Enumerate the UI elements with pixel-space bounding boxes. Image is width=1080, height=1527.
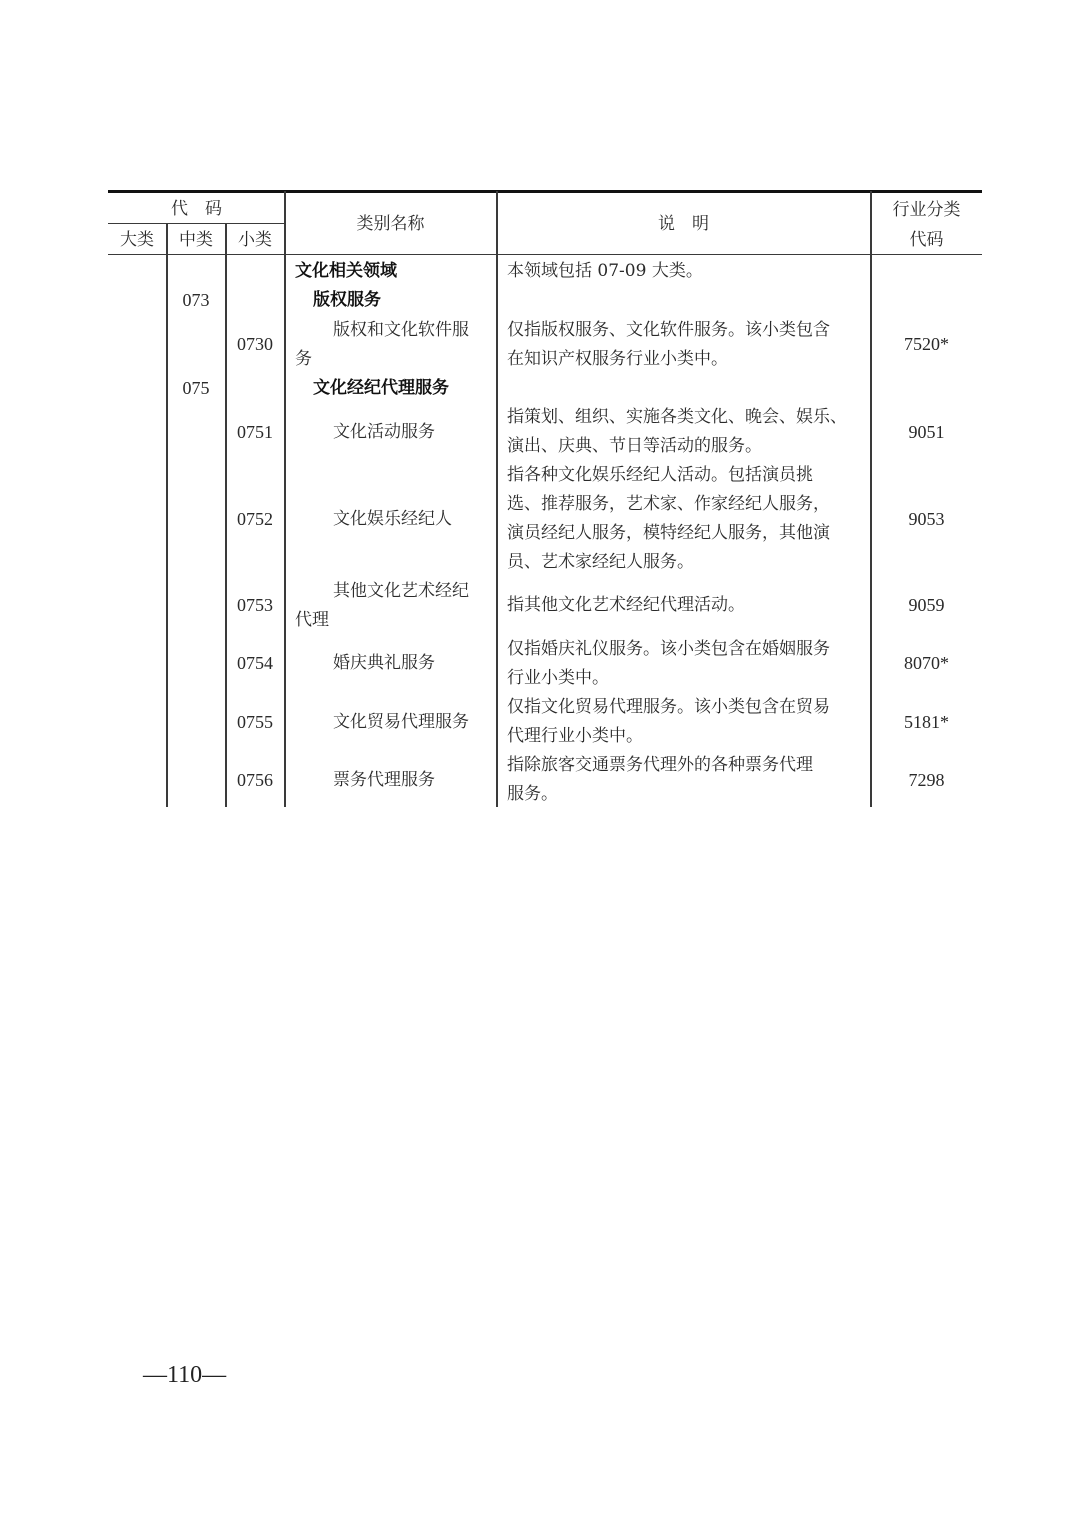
row-mid-code-075: 075 <box>182 378 210 398</box>
row-desc-0752-line4: 员、艺术家经纪人服务。 <box>507 552 694 572</box>
table-top-rule <box>108 190 982 193</box>
row-desc-0752-line3: 演员经纪人服务，模特经纪人服务，其他演 <box>507 523 830 543</box>
row-name-0753-line2: 代理 <box>295 610 329 630</box>
row-minor-code-0756: 0756 <box>237 770 273 790</box>
row-name-0752: 文化娱乐经纪人 <box>333 509 452 529</box>
header-industry-code-line2: 代码 <box>909 230 944 250</box>
row-industry-code-0754: 8070* <box>904 653 949 673</box>
row-minor-code-0755: 0755 <box>237 712 273 732</box>
row-desc-0754-line2: 行业小类中。 <box>507 668 609 688</box>
row-desc-0751-line1: 指策划、组织、实施各类文化、晚会、娱乐、 <box>507 407 847 427</box>
row-name-0756: 票务代理服务 <box>333 770 435 790</box>
row-minor-code-0754: 0754 <box>237 653 273 673</box>
row-desc-0756-line1: 指除旅客交通票务代理外的各种票务代理 <box>507 755 813 775</box>
header-category-name: 类别名称 <box>356 214 425 234</box>
row-mid-code-073: 073 <box>182 290 210 310</box>
row-name-cultural-brokerage: 文化经纪代理服务 <box>313 378 449 398</box>
row-desc-0751-line2: 演出、庆典、节日等活动的服务。 <box>507 436 762 456</box>
header-industry-code-line1: 行业分类 <box>892 200 961 220</box>
row-desc-0753: 指其他文化艺术经纪代理活动。 <box>507 595 745 615</box>
row-minor-code-0751: 0751 <box>237 422 273 442</box>
row-name-0730-line1: 版权和文化软件服 <box>333 320 469 340</box>
row-desc-0752-line2: 选、推荐服务，艺术家、作家经纪人服务， <box>507 494 830 514</box>
row-desc-0730-line1: 仅指版权服务、文化软件服务。该小类包含 <box>507 320 830 340</box>
header-description: 说 明 <box>658 214 709 234</box>
row-name-cultural-related-domain: 文化相关领域 <box>295 261 397 281</box>
row-desc-0752-line1: 指各种文化娱乐经纪人活动。包括演员挑 <box>507 465 813 485</box>
row-minor-code-0753: 0753 <box>237 595 273 615</box>
row-minor-code-0730: 0730 <box>237 334 273 354</box>
row-name-0753-line1: 其他文化艺术经纪 <box>333 581 469 601</box>
row-name-copyright-services: 版权服务 <box>313 290 381 310</box>
header-code-mid: 中类 <box>179 230 213 250</box>
row-desc-0730-line2: 在知识产权服务行业小类中。 <box>507 349 728 369</box>
page-number: —110— <box>143 1362 227 1388</box>
row-industry-code-0756: 7298 <box>908 770 945 790</box>
col-divider-name-desc <box>496 191 498 807</box>
row-desc-cultural-related-domain: 本领域包括 07-09 大类。 <box>507 261 703 281</box>
row-desc-0755-line2: 代理行业小类中。 <box>507 726 643 746</box>
row-industry-code-0752: 9053 <box>908 509 945 529</box>
col-divider-major-mid <box>166 254 168 807</box>
row-name-0751: 文化活动服务 <box>333 422 435 442</box>
row-industry-code-0755: 5181* <box>904 712 949 732</box>
row-name-0755: 文化贸易代理服务 <box>333 712 469 732</box>
row-industry-code-0753: 9059 <box>908 595 945 615</box>
row-name-0754: 婚庆典礼服务 <box>333 653 435 673</box>
row-desc-0755-line1: 仅指文化贸易代理服务。该小类包含在贸易 <box>507 697 830 717</box>
row-desc-0756-line2: 服务。 <box>507 784 558 804</box>
header-code-major: 大类 <box>120 230 154 250</box>
row-minor-code-0752: 0752 <box>237 509 273 529</box>
row-name-0730-line2: 务 <box>295 349 312 369</box>
header-code-group: 代 码 <box>171 199 222 219</box>
row-industry-code-0730: 7520* <box>904 334 949 354</box>
header-code-minor: 小类 <box>238 230 272 250</box>
col-divider-minor-name <box>284 191 286 807</box>
row-desc-0754-line1: 仅指婚庆礼仪服务。该小类包含在婚姻服务 <box>507 639 830 659</box>
row-industry-code-0751: 9051 <box>908 422 945 442</box>
